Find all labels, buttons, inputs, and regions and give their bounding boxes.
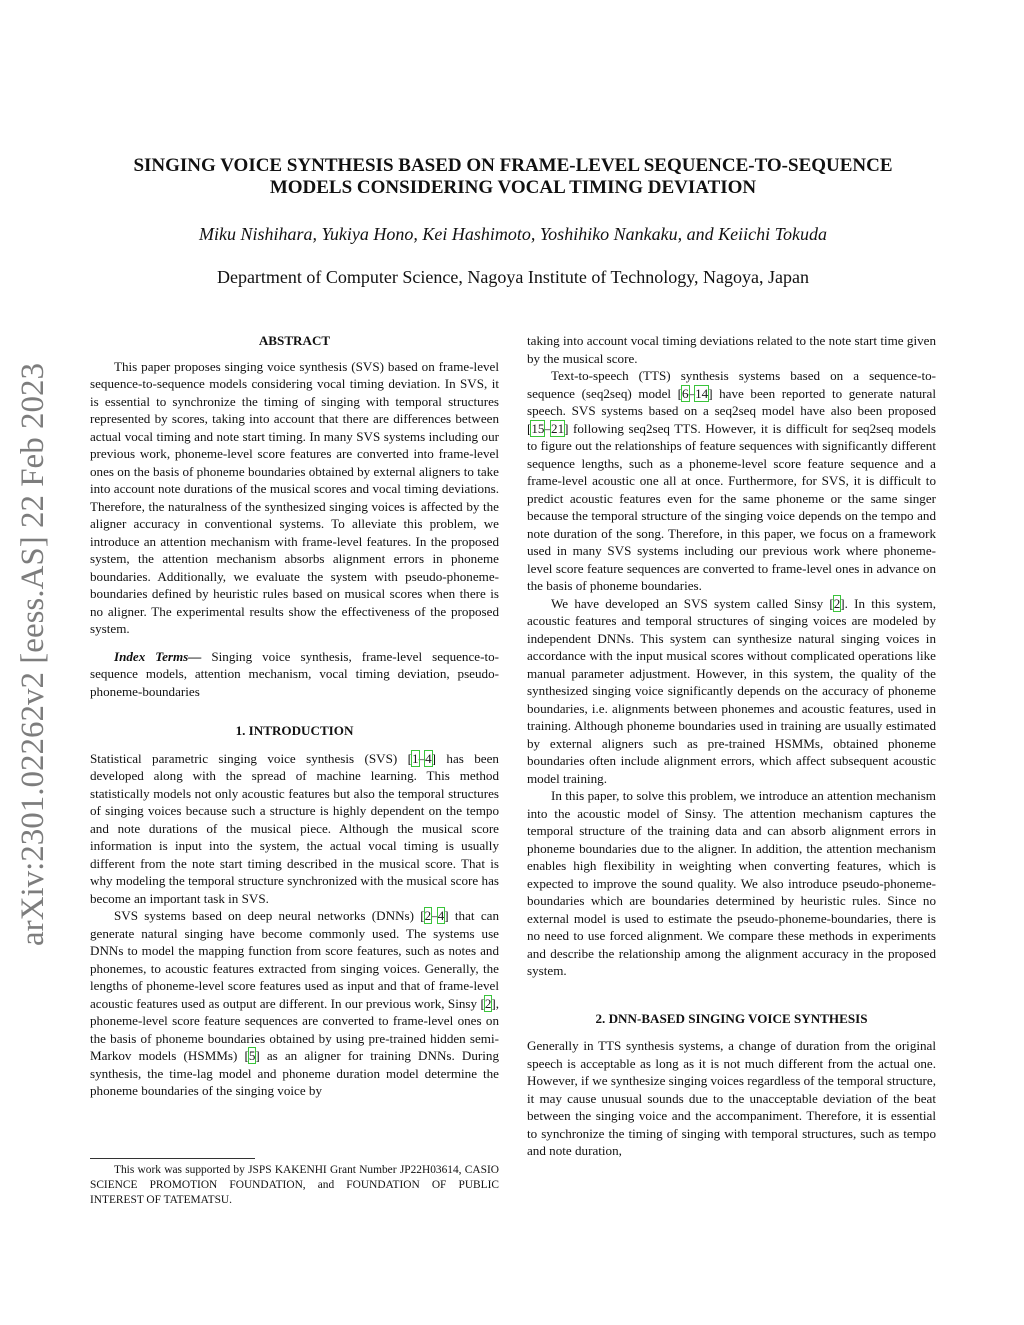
title-line-1: SINGING VOICE SYNTHESIS BASED ON FRAME-LEVEL SEQUENCE-TO-SEQUENCE (133, 155, 893, 176)
intro-p1-text-c: ] has been developed along with the spread of machine learning. This method statistically models not only acoustic features but also the temporal structures of singing voices because such a structure is highly dependent on the tempo and note durations of the musical piece. Although the musical score information is input into the system, the actual vocal timing is usually different from the note start timing described in the musical score. That is why modeling the temporal structure synchronized with the musical score has become an important task in SVS. (90, 750, 499, 906)
section-2-paragraph-1: Generally in TTS synthesis systems, a change of duration from the original speech is acceptable as long as it is not much different from the actual one. However, if we synthesize singing voices regardless of the temporal structure, it may cause unusual sounds due to the unacceptable deviation of the beat between the singing voice and the accompaniment. Therefore, it is essential to synchronize the timing of singing with temporal structures, such as tempo and note duration, (527, 1038, 936, 1158)
intro-paragraph-5 (527, 595, 936, 788)
citation-link[interactable]: 4 (425, 750, 432, 766)
section-2-heading: 2. DNN-BASED SINGING VOICE SYNTHESIS (595, 1010, 868, 1026)
intro-paragraph-1 (90, 750, 499, 908)
intro-p2-text-b: – (431, 908, 438, 923)
author-list: Miku Nishihara, Yukiya Hono, Kei Hashimoto, Yoshihiko Nankaku, and Keiichi Tokuda (198, 224, 827, 244)
citation-link[interactable]: 2 (833, 595, 841, 611)
intro-p1-text-a: Statistical parametric singing voice synthesis (SVS) [ (90, 750, 413, 766)
intro-p5-text-a: We have developed an SVS system called Sinsy [ (551, 595, 834, 611)
intro-paragraph-4 (527, 367, 936, 595)
paper-title (90, 155, 936, 199)
intro-paragraph-2 (90, 907, 499, 1100)
arxiv-identifier: arXiv:2301.02262v2 [eess.AS] 22 Feb 2023 (15, 363, 51, 947)
intro-p4-text-a: Text-to-speech (TTS) synthesis systems based on a sequence-to-sequence (seq2seq) model [ (527, 368, 936, 401)
introduction-heading: 1. INTRODUCTION (235, 723, 354, 738)
left-column (90, 332, 499, 1100)
abstract-text: This paper proposes singing voice synthesis (SVS) based on frame-level sequence-to-sequence models considering vocal timing deviation. In SVS, it is essential to synchronize the timing of singing with temporal structures represented by scores, taking into account that there are differences between actual vocal timing and note start timing. In many SVS systems including our previous work, phoneme-level score features are converted into frame-level ones on the basis of phoneme boundaries obtained by external aligners to take into account note durations of the musical scores and vocal timing deviations. Therefore, the naturalness of the synthesized singing voices is affected by the aligner accuracy in conventional systems. To alleviate this problem, we introduce an attention mechanism with frame-level features. In the proposed system, the attention mechanism absorbs alignment errors in phoneme boundaries. Additionally, we evaluate the system with pseudo-phoneme-boundaries defined by heuristic rules based on musical scores when there is no aligner. The experimental results show the effectiveness of the proposed system. (90, 358, 499, 636)
index-terms-label: Index Terms— (114, 648, 202, 664)
intro-paragraph-3: taking into account vocal timing deviations related to the note start time given by the musical score. (527, 333, 936, 366)
intro-p1-text-b: – (418, 750, 426, 766)
intro-p2-text-c: ] that can generate natural singing have become commonly used. The systems use DNNs to model the mapping function from score features, such as notes and phonemes, to acoustic features extracted from singing voices. Generally, the lengths of phoneme-level score features used as input and that of frame-level acoustic features used as output are different. In our previous work, Sinsy [ (90, 908, 499, 1011)
intro-p4-text-c: ] have been reported to generate natural speech. SVS systems based on a seq2seq model have also been proposed [ (527, 385, 936, 436)
intro-p5-text-b: ]. In this system, acoustic features and temporal structures of singing voices are modeled by independent DNNs. This system can synthesize natural singing voices in accordance with the input musical scores without complicated operations like manual parameter adjustment. However, in this system, the quality of the synthesized singing voice significantly depends on the accuracy of phoneme boundaries, i.e. alignments between phonemes and acoustic features, used in training. Although phoneme boundaries used in training are usually estimated by external aligners such as pre-trained HSMMs, obtained phoneme boundaries often include alignment errors, which affect subsequent acoustic model training. (527, 595, 936, 786)
title-line-2: MODELS CONSIDERING VOCAL TIMING DEVIATION (269, 177, 757, 198)
intro-p4-text-d: – (544, 420, 552, 436)
citation-link[interactable]: 2 (424, 908, 432, 923)
affiliation: Department of Computer Science, Nagoya Institute of Technology, Nagoya, Japan (216, 267, 810, 287)
citation-link[interactable]: 4 (437, 908, 445, 923)
citation-link[interactable]: 6 (682, 385, 689, 401)
citation-link[interactable]: 1 (412, 750, 419, 766)
citation-link[interactable]: 5 (248, 1048, 256, 1063)
citation-link[interactable]: 2 (484, 995, 492, 1011)
right-column (527, 332, 936, 1160)
footnote-text: This work was supported by JSPS KAKENHI Grant Number JP22H03614, CASIO SCIENCE PROMOTION FOUNDATION, and FOUNDATION OF PUBLIC INTEREST OF TATEMATSU. (90, 1164, 499, 1206)
citation-link[interactable]: 21 (551, 420, 565, 436)
intro-p4-text-e: ] following seq2seq TTS. However, it is difficult for seq2seq models to figure out the relationships of feature sequences with significantly different sequence lengths, such as a phoneme-level score feature sequence and a frame-level acoustic one all at once. Furthermore, for SVS, it is difficult to predict acoustic features even for the same phoneme or the same singer because the temporal structure of the singing voice depends on the tempo and note duration of the song. Therefore, in this paper, we focus on a framework used in many SVS systems including our previous work where phoneme-level score feature sequences are converted to frame-level ones in advance on the basis of phoneme boundaries. (527, 420, 936, 593)
index-terms (90, 648, 499, 701)
intro-p2-text-e: ] as an aligner for training DNNs. During synthesis, the time-lag model and phoneme duration model determine the phoneme boundaries of the singing voice by (90, 1048, 499, 1098)
index-terms-text: Singing voice synthesis, frame-level sequence-to-sequence models, attention mechanism, vocal timing deviation, pseudo-phoneme-boundaries (90, 648, 499, 699)
citation-link[interactable]: 15 (531, 420, 545, 436)
intro-p2-text-d: ], phoneme-level score feature sequences are converted to frame-level ones on the basis of phoneme boundaries obtained by using pre-trained hidden semi-Markov models (HSMMs) [ (90, 995, 499, 1063)
intro-p2-text-a: SVS systems based on deep neural networks (DNNs) [ (114, 908, 425, 923)
intro-paragraph-6: In this paper, to solve this problem, we introduce an attention mechanism into the acoustic model of Sinsy. The attention mechanism captures the temporal structure of the training data and can absorb alignment errors in phoneme boundaries due to the aligner. In addition, the attention mechanism enables high flexibility in weighting when converting features, which is expected to improve the sound quality. We also introduce pseudo-phoneme-boundaries which are boundaries determined by heuristic rules. Since no external model is used to estimate the pseudo-phoneme-boundaries, there is no need to use forced alignment. We compare these methods in experiments and describe the relationship among the alignment accuracy in the proposed system. (527, 788, 936, 978)
citation-link[interactable]: 14 (695, 385, 709, 401)
abstract-heading: ABSTRACT (258, 333, 331, 348)
footnote (90, 1158, 499, 1208)
intro-p4-text-b: – (688, 385, 696, 401)
